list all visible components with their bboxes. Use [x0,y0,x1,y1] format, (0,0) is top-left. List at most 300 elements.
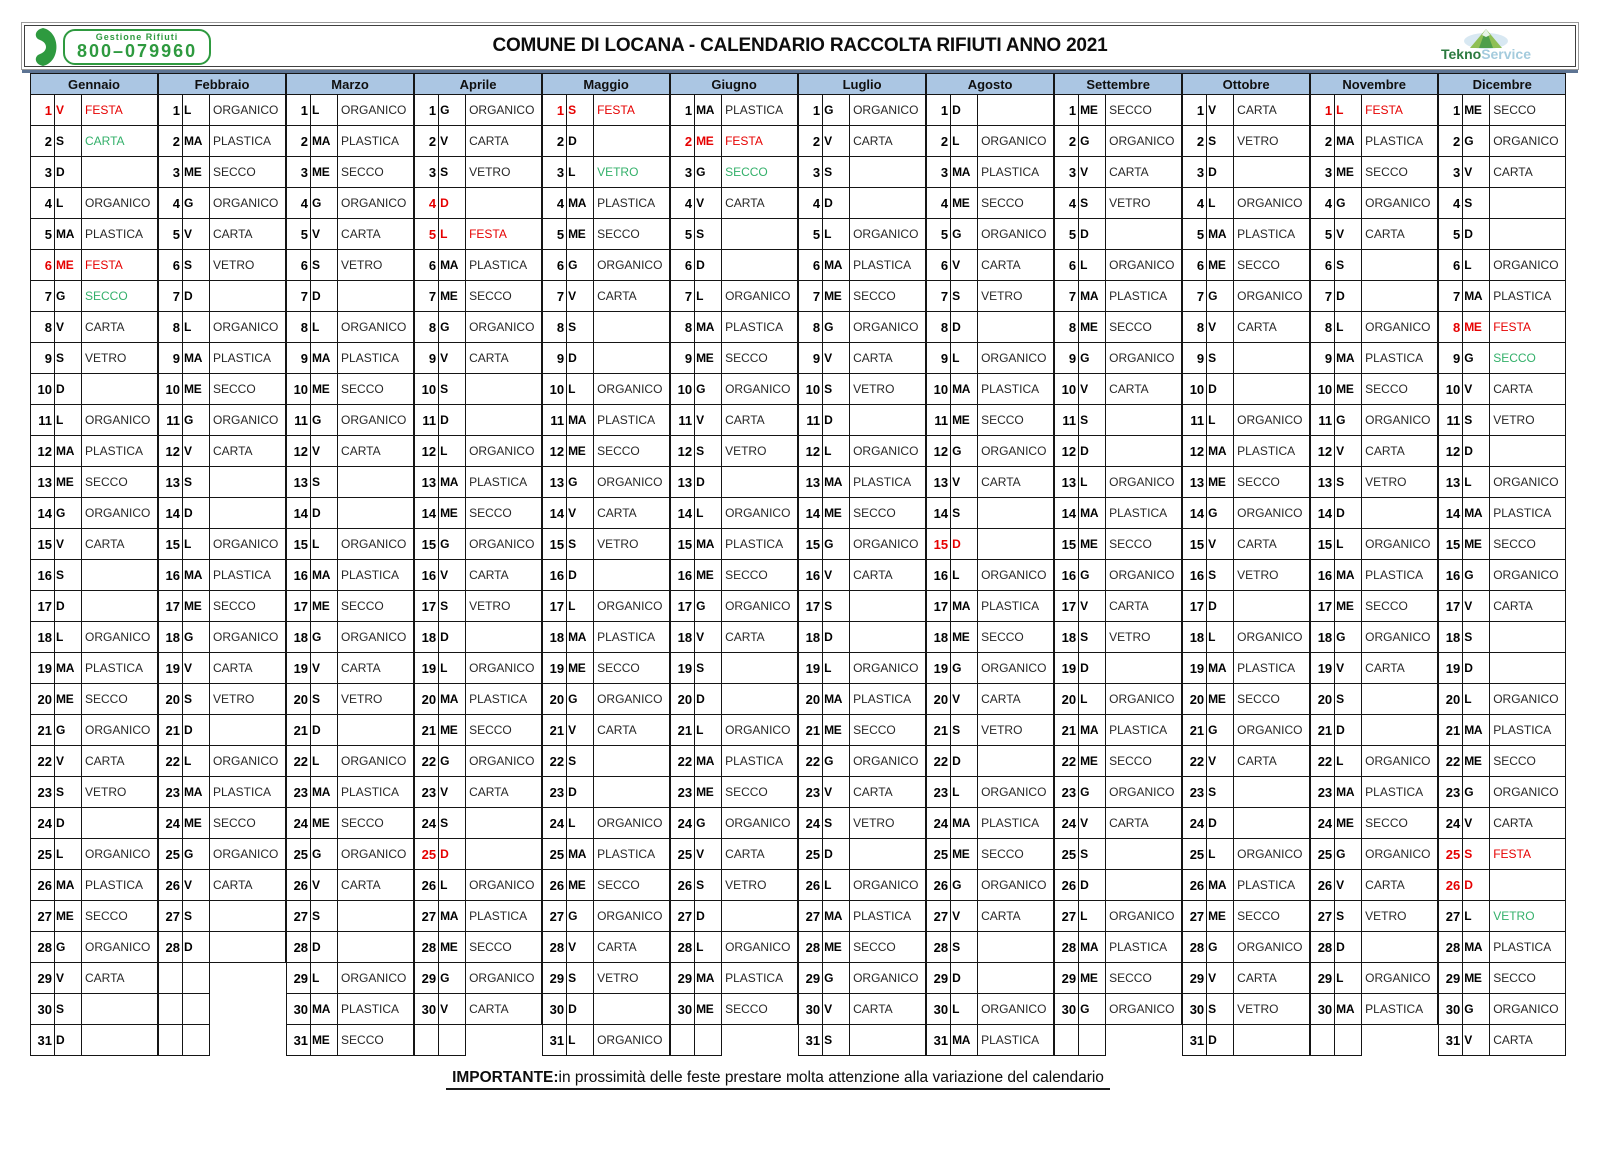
day-number: 14 [543,498,567,529]
day-number: 19 [287,653,311,684]
day-letter: G [1463,994,1490,1025]
day-letter: D [1079,219,1106,250]
day-number: 23 [671,777,695,808]
day-number: 12 [927,436,951,467]
day-letter: V [311,219,338,250]
day-row [671,188,798,219]
day-row [415,157,542,188]
day-value: VETRO [1234,560,1310,591]
day-letter [183,994,210,1025]
day-letter: ME [695,126,722,157]
day-number: 8 [31,312,55,343]
day-letter: S [183,901,210,932]
day-value: VETRO [210,250,286,281]
day-row [1183,374,1310,405]
day-value: VETRO [1234,994,1310,1025]
day-value: ORGANICO [82,498,158,529]
day-number: 20 [415,684,439,715]
day-number: 13 [415,467,439,498]
day-row [1311,436,1438,467]
day-value [978,95,1054,126]
day-value: SECCO [1362,591,1438,622]
day-number: 19 [671,653,695,684]
day-number: 13 [799,467,823,498]
day-number: 23 [159,777,183,808]
day-value: CARTA [978,684,1054,715]
day-value: ORGANICO [1106,684,1182,715]
day-value: PLASTICA [210,343,286,374]
day-value [210,932,286,963]
day-letter: S [1207,560,1234,591]
day-value: PLASTICA [978,374,1054,405]
day-row [1055,312,1182,343]
day-value: PLASTICA [82,219,158,250]
day-letter: D [567,994,594,1025]
day-row [31,994,158,1025]
day-letter: V [951,901,978,932]
day-letter: V [55,95,82,126]
day-number: 15 [159,529,183,560]
day-value: ORGANICO [1362,188,1438,219]
day-letter: MA [55,436,82,467]
day-letter: D [1207,1025,1234,1056]
day-row [799,529,926,560]
day-value: ORGANICO [338,839,414,870]
day-value: VETRO [594,529,670,560]
day-letter [439,1025,466,1056]
day-row [1439,591,1566,622]
day-number: 29 [543,963,567,994]
day-row [1311,994,1438,1025]
day-row [415,436,542,467]
day-letter: L [311,95,338,126]
day-value [978,529,1054,560]
day-letter: V [55,529,82,560]
day-letter: S [183,250,210,281]
day-value [850,157,926,188]
day-value [210,715,286,746]
day-letter: S [567,963,594,994]
day-row [1055,839,1182,870]
day-row [671,312,798,343]
day-number: 29 [799,963,823,994]
day-value: ORGANICO [1106,467,1182,498]
day-value: ORGANICO [338,95,414,126]
day-row [1439,808,1566,839]
day-number: 4 [799,188,823,219]
day-row [799,95,926,126]
month-marzo [286,73,414,1056]
day-letter: ME [1463,312,1490,343]
day-value: PLASTICA [82,436,158,467]
day-row [31,312,158,343]
day-number: 6 [543,250,567,281]
month-giugno [670,73,798,1056]
day-row-empty [159,994,286,1025]
day-value [210,1025,286,1056]
day-value: SECCO [1362,808,1438,839]
day-row [671,994,798,1025]
day-number: 24 [799,808,823,839]
day-value: ORGANICO [594,684,670,715]
day-value: CARTA [978,901,1054,932]
day-row [799,870,926,901]
day-number: 24 [927,808,951,839]
day-number: 10 [671,374,695,405]
day-number: 3 [1439,157,1463,188]
day-number: 10 [1439,374,1463,405]
day-number: 28 [159,932,183,963]
day-row [159,498,286,529]
day-value: CARTA [722,405,798,436]
day-number: 15 [415,529,439,560]
day-row [671,281,798,312]
day-letter: ME [567,436,594,467]
day-letter: D [1207,374,1234,405]
day-row [1311,560,1438,591]
day-row [159,746,286,777]
day-letter: V [567,932,594,963]
day-value: CARTA [1106,374,1182,405]
day-value [1362,684,1438,715]
day-letter: S [439,591,466,622]
day-value: PLASTICA [1490,281,1566,312]
day-letter: ME [55,250,82,281]
day-number: 2 [1439,126,1463,157]
day-letter: D [567,560,594,591]
day-letter: L [439,653,466,684]
day-letter: MA [567,839,594,870]
day-number: 21 [543,715,567,746]
day-value: ORGANICO [978,436,1054,467]
day-number: 4 [159,188,183,219]
day-value: ORGANICO [978,219,1054,250]
day-letter: MA [823,467,850,498]
day-letter: D [311,932,338,963]
day-value: CARTA [82,126,158,157]
day-letter: V [439,126,466,157]
day-number: 8 [927,312,951,343]
day-letter: ME [695,777,722,808]
day-letter: L [183,312,210,343]
day-letter: S [567,746,594,777]
day-letter: MA [1079,498,1106,529]
day-row [799,1025,926,1056]
day-number: 8 [1311,312,1335,343]
day-number: 25 [31,839,55,870]
day-letter: L [567,374,594,405]
month-novembre [1310,73,1438,1056]
day-value: SECCO [1490,746,1566,777]
day-number: 5 [287,219,311,250]
day-letter: MA [567,622,594,653]
day-number: 24 [159,808,183,839]
day-number: 21 [1183,715,1207,746]
day-letter: G [311,188,338,219]
day-number: 23 [543,777,567,808]
day-row [671,467,798,498]
month-agosto [926,73,1054,1056]
day-value: CARTA [1362,653,1438,684]
day-row [1183,188,1310,219]
day-row [1055,777,1182,808]
day-value: ORGANICO [978,560,1054,591]
day-value: SECCO [466,932,542,963]
day-letter: V [951,684,978,715]
day-letter: ME [439,715,466,746]
day-letter: V [1335,870,1362,901]
day-number: 25 [799,839,823,870]
day-value [1234,343,1310,374]
day-letter: S [695,219,722,250]
day-value: CARTA [594,281,670,312]
day-row [543,405,670,436]
day-number: 20 [1439,684,1463,715]
day-row [159,777,286,808]
day-letter: S [1463,622,1490,653]
day-value: VETRO [338,684,414,715]
day-row [159,467,286,498]
day-letter: MA [695,746,722,777]
month-header: Maggio [543,74,670,95]
day-row [159,312,286,343]
day-letter: S [1207,994,1234,1025]
day-letter: S [1079,405,1106,436]
day-letter: ME [183,374,210,405]
day-row [1439,529,1566,560]
day-number: 26 [415,870,439,901]
day-value: SECCO [466,498,542,529]
day-letter: V [1207,529,1234,560]
day-letter: G [567,901,594,932]
day-value: PLASTICA [594,405,670,436]
day-letter: G [1079,126,1106,157]
day-row [415,343,542,374]
day-value: ORGANICO [1362,839,1438,870]
day-row [671,343,798,374]
day-letter: D [1207,808,1234,839]
day-row [159,870,286,901]
day-row [1439,653,1566,684]
day-row [1439,95,1566,126]
day-row [799,715,926,746]
day-number: 13 [31,467,55,498]
day-number: 21 [31,715,55,746]
day-value: ORGANICO [594,1025,670,1056]
day-value: PLASTICA [1234,653,1310,684]
day-value: CARTA [82,312,158,343]
day-letter: ME [823,281,850,312]
day-row [287,498,414,529]
day-letter: S [951,715,978,746]
day-number: 15 [1055,529,1079,560]
day-row [799,281,926,312]
day-value: SECCO [1362,374,1438,405]
day-letter: V [567,498,594,529]
day-row-empty [1055,1025,1182,1056]
day-value: SECCO [82,467,158,498]
day-row [1055,684,1182,715]
day-letter: L [1463,901,1490,932]
day-letter: MA [1079,281,1106,312]
day-value [850,839,926,870]
day-row [671,653,798,684]
day-letter: G [439,746,466,777]
day-letter: MA [1463,932,1490,963]
day-number: 17 [1439,591,1463,622]
day-letter: S [55,126,82,157]
day-letter: ME [1463,746,1490,777]
day-number: 2 [1055,126,1079,157]
day-value: CARTA [210,653,286,684]
day-row [671,901,798,932]
day-number [159,963,183,994]
day-letter: V [311,436,338,467]
day-number: 9 [927,343,951,374]
day-number: 7 [287,281,311,312]
day-value: CARTA [1490,374,1566,405]
day-row [799,374,926,405]
day-row [1439,1025,1566,1056]
day-value [466,374,542,405]
day-value: VETRO [82,777,158,808]
day-number: 22 [1439,746,1463,777]
day-row [31,405,158,436]
day-row [1055,529,1182,560]
day-row [415,374,542,405]
day-value: CARTA [1106,808,1182,839]
day-value: ORGANICO [1234,715,1310,746]
day-value: ORGANICO [594,250,670,281]
day-row [1439,405,1566,436]
day-number: 27 [1183,901,1207,932]
day-number: 20 [1311,684,1335,715]
day-letter: G [823,312,850,343]
day-row [415,126,542,157]
day-value [722,467,798,498]
day-row [287,374,414,405]
day-value [338,901,414,932]
day-number: 16 [543,560,567,591]
day-value: SECCO [338,1025,414,1056]
day-value: SECCO [1490,343,1566,374]
day-letter: D [823,188,850,219]
day-letter: MA [1335,343,1362,374]
day-value: VETRO [722,436,798,467]
day-number: 16 [159,560,183,591]
day-row [671,932,798,963]
day-letter: D [1335,498,1362,529]
day-value: CARTA [1362,436,1438,467]
day-value: CARTA [82,529,158,560]
day-value: PLASTICA [1106,281,1182,312]
day-value: ORGANICO [1362,529,1438,560]
day-letter: S [695,653,722,684]
day-row [1311,95,1438,126]
day-number: 4 [287,188,311,219]
day-value: SECCO [850,932,926,963]
day-value: SECCO [210,374,286,405]
day-value: CARTA [978,467,1054,498]
day-row [159,529,286,560]
day-number: 16 [671,560,695,591]
day-row [1055,653,1182,684]
day-value: CARTA [466,343,542,374]
day-letter: G [311,839,338,870]
day-value: CARTA [1490,808,1566,839]
day-row [1311,622,1438,653]
day-number: 5 [927,219,951,250]
day-letter: D [439,188,466,219]
day-number: 20 [671,684,695,715]
day-letter: D [951,746,978,777]
day-value: SECCO [82,281,158,312]
day-row [1055,746,1182,777]
day-letter: L [695,498,722,529]
day-value: ORGANICO [722,715,798,746]
day-value [466,1025,542,1056]
day-number: 23 [1183,777,1207,808]
day-number: 19 [799,653,823,684]
day-row [543,870,670,901]
day-letter: MA [1207,436,1234,467]
day-letter: ME [1335,808,1362,839]
day-number: 9 [1183,343,1207,374]
day-value [82,374,158,405]
day-value: CARTA [1234,746,1310,777]
day-number [671,1025,695,1056]
day-letter: G [823,95,850,126]
day-row [287,529,414,560]
day-row [927,312,1054,343]
day-row [1183,219,1310,250]
day-letter: G [1463,560,1490,591]
day-value: PLASTICA [1362,560,1438,591]
day-letter [695,1025,722,1056]
day-letter: V [567,281,594,312]
day-row-empty [415,1025,542,1056]
day-row [799,498,926,529]
day-number: 8 [159,312,183,343]
day-row [671,839,798,870]
day-value: ORGANICO [978,653,1054,684]
day-number: 9 [1311,343,1335,374]
day-value: SECCO [722,560,798,591]
day-row [1055,126,1182,157]
month-header: Novembre [1311,74,1438,95]
day-row [543,312,670,343]
day-number: 5 [1055,219,1079,250]
day-value [1490,622,1566,653]
day-row [31,963,158,994]
day-value: SECCO [1234,467,1310,498]
day-row [31,498,158,529]
day-letter: G [1207,498,1234,529]
day-row [159,715,286,746]
day-row [927,374,1054,405]
day-value: SECCO [1106,95,1182,126]
day-letter: G [823,746,850,777]
day-number: 20 [159,684,183,715]
day-number [1311,1025,1335,1056]
day-row [287,684,414,715]
day-value: SECCO [466,281,542,312]
day-number: 16 [1055,560,1079,591]
day-letter: L [439,219,466,250]
day-row [1055,436,1182,467]
day-row [31,188,158,219]
day-row [1183,95,1310,126]
